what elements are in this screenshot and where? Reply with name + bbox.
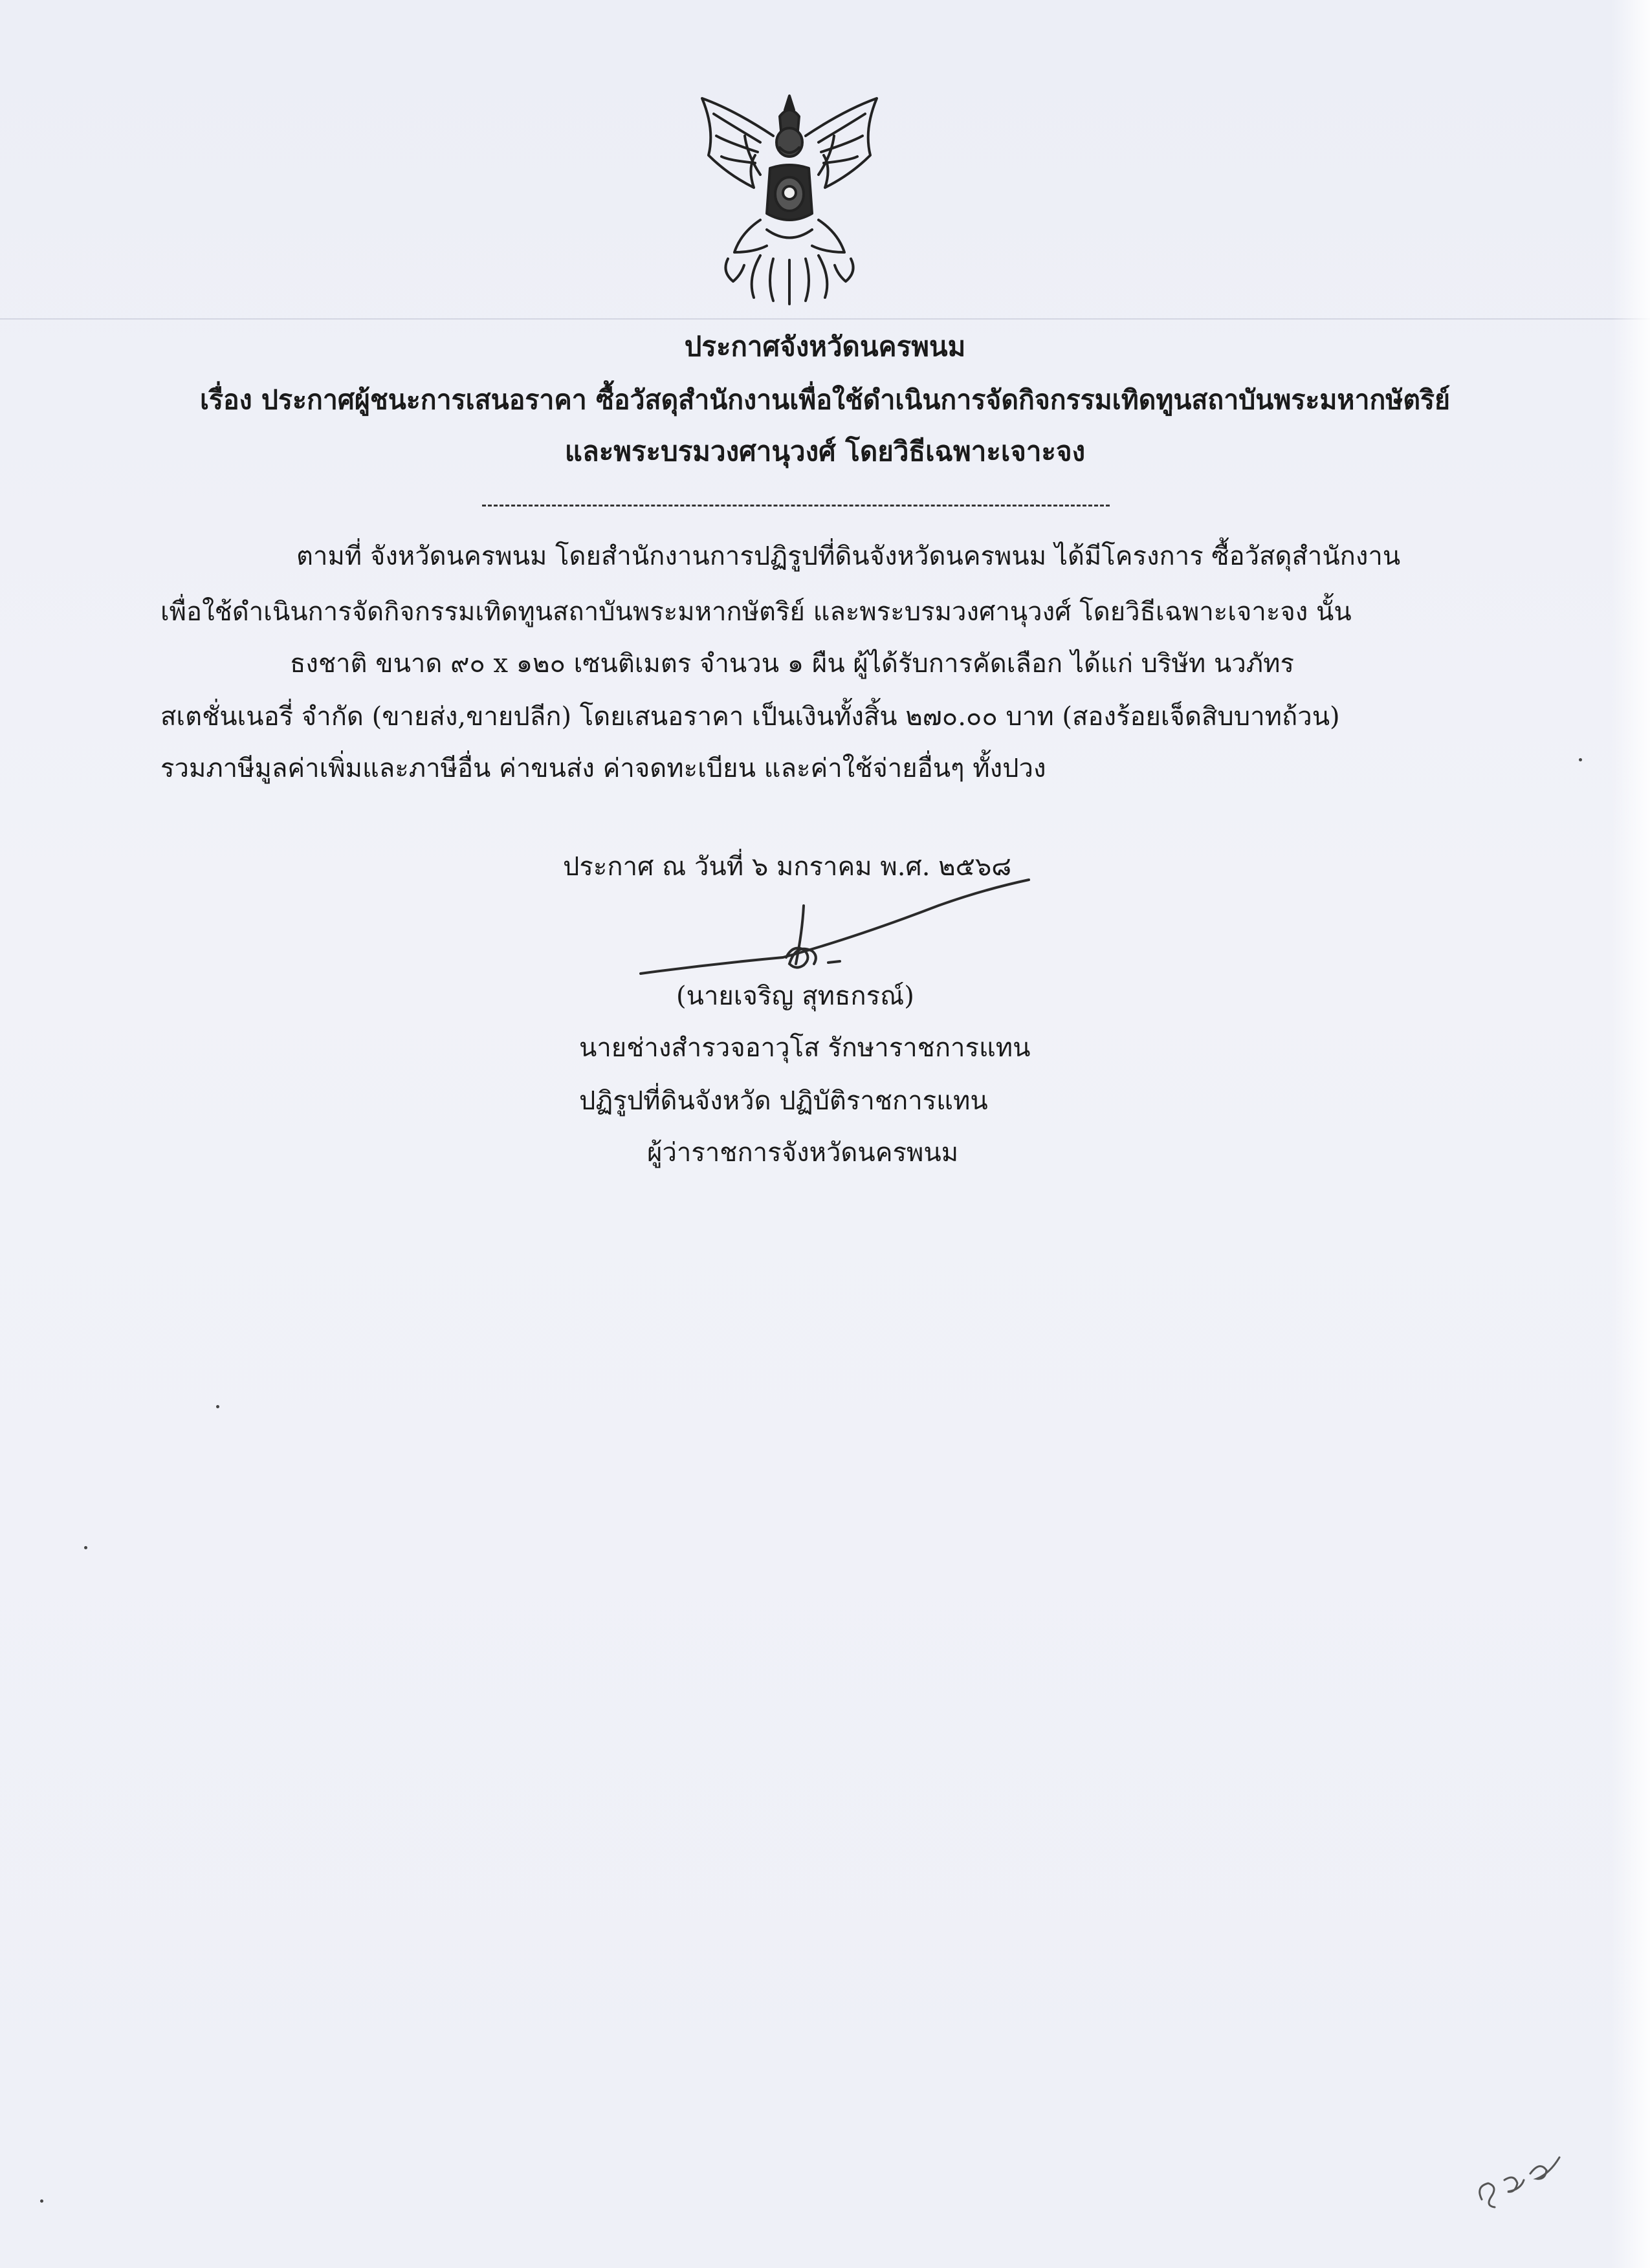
announcement-date: ประกาศ ณ วันที่ ๖ มกราคม พ.ศ. ๒๕๖๘ bbox=[563, 852, 1012, 882]
signer-name: (นายเจริญ สุทธกรณ์) bbox=[676, 981, 914, 1011]
signer-position-1: นายช่างสำรวจอาวุโส รักษาราชการแทน bbox=[579, 1033, 1031, 1063]
paper-speck bbox=[1579, 758, 1582, 761]
body-line-2: เพื่อใช้ดำเนินการจัดกิจกรรมเทิดทูนสถาบันพระมหากษัตริย์ และพระบรมวงศานุวงศ์ โดยวิธีเฉพาะเจาะจง นั้น bbox=[160, 597, 1352, 627]
paper-speck bbox=[84, 1546, 87, 1549]
body-line-4: สเตชั่นเนอรี่ จำกัด (ขายส่ง,ขายปลีก) โดยเสนอราคา เป็นเงินทั้งสิ้น ๒๗๐.๐๐ บาท (สองร้อยเจ็ดสิบบาทถ้วน) bbox=[160, 702, 1340, 732]
body-line-3: ธงชาติ ขนาด ๙๐ x ๑๒๐ เซนติเมตร จำนวน ๑ ผืน ผู้ได้รับการคัดเลือก ได้แก่ บริษัท นวภัทร bbox=[290, 649, 1294, 679]
handwritten-signature bbox=[634, 867, 1048, 996]
garuda-emblem-icon bbox=[683, 91, 896, 311]
paper-speck bbox=[40, 2199, 43, 2203]
announcement-title: ประกาศจังหวัดนครพนม bbox=[684, 331, 966, 362]
subject-line-1: เรื่อง ประกาศผู้ชนะการเสนอราคา ซื้อวัสดุสำนักงานเพื่อใช้ดำเนินการจัดกิจกรรมเทิดทูนสถาบันพระมหากษัตริย์ bbox=[199, 384, 1450, 415]
signer-position-2: ปฏิรูปที่ดินจังหวัด ปฏิบัติราชการแทน bbox=[579, 1086, 988, 1116]
title-divider bbox=[482, 505, 1110, 507]
body-line-1: ตามที่ จังหวัดนครพนม โดยสำนักงานการปฏิรูปที่ดินจังหวัดนครพนม ได้มีโครงการ ซื้อวัสดุสำนักงาน bbox=[296, 541, 1401, 571]
paper-speck bbox=[216, 1405, 219, 1408]
body-line-5: รวมภาษีมูลค่าเพิ่มและภาษีอื่น ค่าขนส่ง ค่าจดทะเบียน และค่าใช้จ่ายอื่นๆ ทั้งปวง bbox=[160, 754, 1046, 783]
paper-fold-line bbox=[0, 318, 1650, 320]
signer-position-3: ผู้ว่าราชการจังหวัดนครพนม bbox=[647, 1138, 959, 1168]
subject-line-2: และพระบรมวงศานุวงศ์ โดยวิธีเฉพาะเจาะจง bbox=[564, 435, 1086, 467]
handwritten-page-number bbox=[1469, 2135, 1572, 2212]
